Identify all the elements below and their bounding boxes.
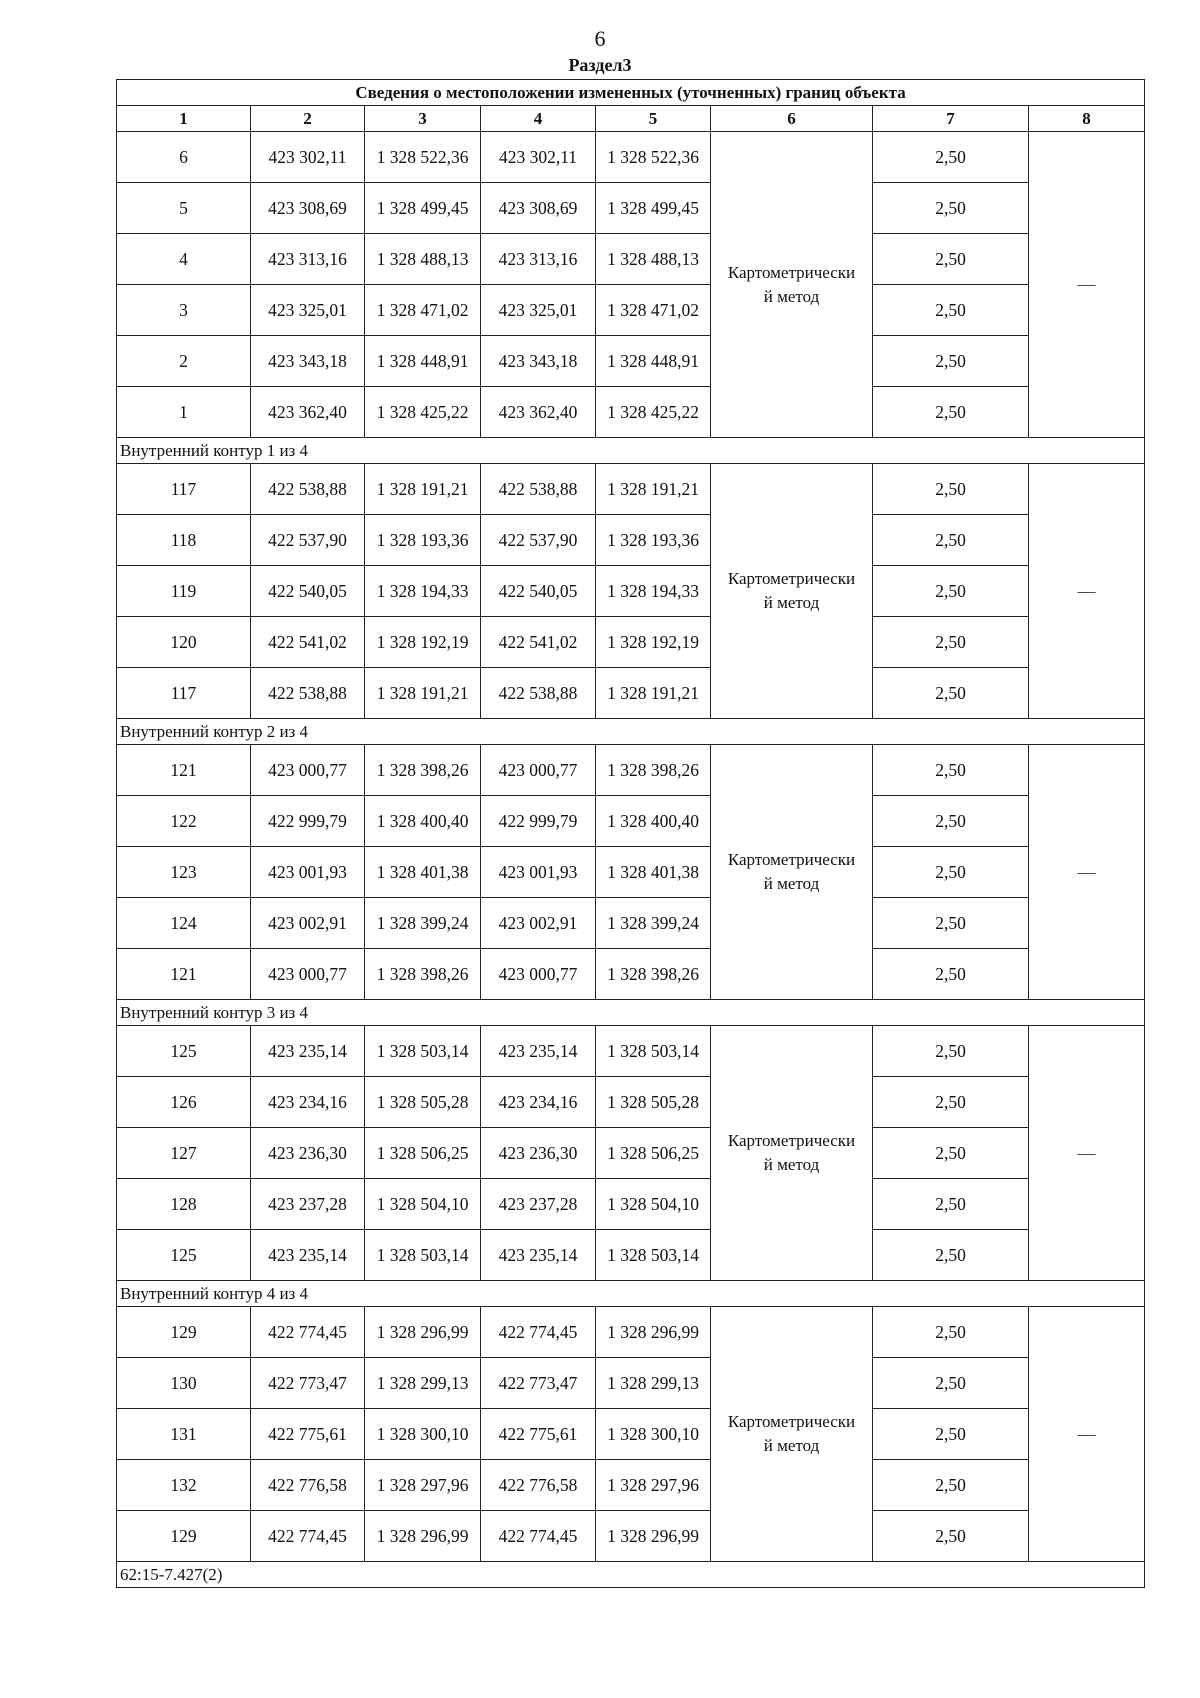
cell-col-4: 423 002,91 (481, 898, 596, 949)
cell-col-4: 423 000,77 (481, 745, 596, 796)
cell-col-1: 3 (117, 285, 251, 336)
table-row (117, 1409, 1145, 1460)
column-header: 2 (251, 106, 365, 132)
cell-col-2: 423 313,16 (251, 234, 365, 285)
column-number-row (117, 106, 1145, 132)
table-row (117, 1230, 1145, 1281)
cell-col-4: 422 775,61 (481, 1409, 596, 1460)
cell-col-4: 423 313,16 (481, 234, 596, 285)
cell-col-5: 1 328 191,21 (596, 464, 711, 515)
cell-col-4: 423 362,40 (481, 387, 596, 438)
table-row (117, 1460, 1145, 1511)
cell-col-3: 1 328 299,13 (365, 1358, 481, 1409)
cell-col-5: 1 328 401,38 (596, 847, 711, 898)
cell-col-5: 1 328 194,33 (596, 566, 711, 617)
contour-label: Внутренний контур 2 из 4 (117, 719, 1145, 745)
table-row (117, 336, 1145, 387)
cell-col-3: 1 328 191,21 (365, 668, 481, 719)
contour-label-row (117, 1281, 1145, 1307)
table-row (117, 234, 1145, 285)
cell-col-2: 422 774,45 (251, 1511, 365, 1562)
cell-col-4: 423 235,14 (481, 1026, 596, 1077)
mark-cell: — (1029, 132, 1145, 438)
column-header: 7 (873, 106, 1029, 132)
cell-col-3: 1 328 191,21 (365, 464, 481, 515)
mark-cell: — (1029, 1026, 1145, 1281)
method-text: й метод (763, 1155, 820, 1174)
cell-col-3: 1 328 300,10 (365, 1409, 481, 1460)
mark-cell: — (1029, 464, 1145, 719)
contour-label-row (117, 719, 1145, 745)
contour-label: Внутренний контур 3 из 4 (117, 1000, 1145, 1026)
method-cell (711, 464, 873, 719)
cell-col-2: 422 775,61 (251, 1409, 365, 1460)
column-header: 4 (481, 106, 596, 132)
cell-col-4: 423 234,16 (481, 1077, 596, 1128)
method-text: Картометрически (727, 1412, 856, 1431)
table-row (117, 1128, 1145, 1179)
table-row (117, 515, 1145, 566)
cell-col-1: 129 (117, 1511, 251, 1562)
cell-col-1: 128 (117, 1179, 251, 1230)
cell-col-7: 2,50 (873, 1511, 1029, 1562)
cell-col-3: 1 328 193,36 (365, 515, 481, 566)
mark-cell: — (1029, 1307, 1145, 1562)
cell-col-4: 423 237,28 (481, 1179, 596, 1230)
cell-col-2: 423 325,01 (251, 285, 365, 336)
cell-col-3: 1 328 505,28 (365, 1077, 481, 1128)
cell-col-4: 423 325,01 (481, 285, 596, 336)
cell-col-5: 1 328 192,19 (596, 617, 711, 668)
cell-col-3: 1 328 194,33 (365, 566, 481, 617)
cell-col-2: 422 538,88 (251, 668, 365, 719)
cell-col-5: 1 328 399,24 (596, 898, 711, 949)
cell-col-1: 130 (117, 1358, 251, 1409)
cell-col-2: 423 237,28 (251, 1179, 365, 1230)
table-row (117, 387, 1145, 438)
cell-col-4: 422 538,88 (481, 464, 596, 515)
cell-col-7: 2,50 (873, 745, 1029, 796)
cell-col-5: 1 328 488,13 (596, 234, 711, 285)
cell-col-3: 1 328 503,14 (365, 1026, 481, 1077)
table-row (117, 285, 1145, 336)
cell-col-7: 2,50 (873, 796, 1029, 847)
cell-col-5: 1 328 296,99 (596, 1307, 711, 1358)
method-cell (711, 132, 873, 438)
table-row (117, 183, 1145, 234)
table-row (117, 1511, 1145, 1562)
method-text: й метод (763, 593, 820, 612)
cell-col-1: 126 (117, 1077, 251, 1128)
contour-label: Внутренний контур 1 из 4 (117, 438, 1145, 464)
cell-col-4: 423 000,77 (481, 949, 596, 1000)
cell-col-7: 2,50 (873, 1307, 1029, 1358)
cell-col-2: 423 001,93 (251, 847, 365, 898)
contour-label: Внутренний контур 4 из 4 (117, 1281, 1145, 1307)
cell-col-3: 1 328 504,10 (365, 1179, 481, 1230)
cell-col-3: 1 328 398,26 (365, 745, 481, 796)
cell-col-4: 422 538,88 (481, 668, 596, 719)
contour-label-row (117, 438, 1145, 464)
cell-col-2: 423 343,18 (251, 336, 365, 387)
cell-col-4: 422 774,45 (481, 1307, 596, 1358)
cell-col-7: 2,50 (873, 1409, 1029, 1460)
column-header: 5 (596, 106, 711, 132)
method-cell (711, 1026, 873, 1281)
method-text: Картометрически (727, 569, 856, 588)
cell-col-5: 1 328 506,25 (596, 1128, 711, 1179)
cell-col-7: 2,50 (873, 285, 1029, 336)
cell-col-5: 1 328 503,14 (596, 1230, 711, 1281)
cell-col-4: 422 541,02 (481, 617, 596, 668)
cell-col-7: 2,50 (873, 949, 1029, 1000)
cell-col-7: 2,50 (873, 566, 1029, 617)
cell-col-7: 2,50 (873, 183, 1029, 234)
cell-col-1: 122 (117, 796, 251, 847)
cell-col-5: 1 328 425,22 (596, 387, 711, 438)
table-row (117, 847, 1145, 898)
cell-col-4: 423 343,18 (481, 336, 596, 387)
cell-col-3: 1 328 297,96 (365, 1460, 481, 1511)
table-row (117, 745, 1145, 796)
cell-col-2: 422 999,79 (251, 796, 365, 847)
cell-col-2: 423 235,14 (251, 1230, 365, 1281)
cell-col-1: 5 (117, 183, 251, 234)
column-header: 1 (117, 106, 251, 132)
cell-col-7: 2,50 (873, 847, 1029, 898)
cell-col-5: 1 328 398,26 (596, 949, 711, 1000)
table-row (117, 949, 1145, 1000)
cell-col-5: 1 328 448,91 (596, 336, 711, 387)
cell-col-1: 125 (117, 1026, 251, 1077)
mark-cell: — (1029, 745, 1145, 1000)
cell-col-3: 1 328 399,24 (365, 898, 481, 949)
cell-col-3: 1 328 471,02 (365, 285, 481, 336)
page-number: 6 (594, 26, 606, 51)
cell-col-4: 423 001,93 (481, 847, 596, 898)
cell-col-7: 2,50 (873, 336, 1029, 387)
cell-col-5: 1 328 503,14 (596, 1026, 711, 1077)
cell-col-1: 120 (117, 617, 251, 668)
cell-col-3: 1 328 448,91 (365, 336, 481, 387)
cell-col-1: 123 (117, 847, 251, 898)
column-header: 8 (1029, 106, 1145, 132)
cell-col-7: 2,50 (873, 1179, 1029, 1230)
table-caption: Сведения о местоположении измененных (уточненных) границ объекта (117, 80, 1145, 106)
cell-col-2: 423 236,30 (251, 1128, 365, 1179)
cell-col-1: 6 (117, 132, 251, 183)
boundary-coordinates-table (116, 79, 1145, 1588)
cell-col-1: 132 (117, 1460, 251, 1511)
cell-col-5: 1 328 398,26 (596, 745, 711, 796)
cell-col-2: 422 537,90 (251, 515, 365, 566)
cell-col-3: 1 328 192,19 (365, 617, 481, 668)
cell-col-2: 423 362,40 (251, 387, 365, 438)
cell-col-3: 1 328 401,38 (365, 847, 481, 898)
cell-col-7: 2,50 (873, 132, 1029, 183)
cell-col-2: 422 540,05 (251, 566, 365, 617)
cell-col-1: 125 (117, 1230, 251, 1281)
cell-col-2: 423 308,69 (251, 183, 365, 234)
cell-col-1: 127 (117, 1128, 251, 1179)
table-row (117, 1358, 1145, 1409)
cell-col-3: 1 328 522,36 (365, 132, 481, 183)
cell-col-5: 1 328 471,02 (596, 285, 711, 336)
table-footer-row (117, 1562, 1145, 1588)
cell-col-1: 2 (117, 336, 251, 387)
cell-col-3: 1 328 296,99 (365, 1511, 481, 1562)
method-text: Картометрически (727, 262, 856, 282)
cell-col-7: 2,50 (873, 668, 1029, 719)
column-header: 3 (365, 106, 481, 132)
cell-col-5: 1 328 522,36 (596, 132, 711, 183)
cell-col-3: 1 328 398,26 (365, 949, 481, 1000)
cell-col-4: 422 773,47 (481, 1358, 596, 1409)
cell-col-5: 1 328 400,40 (596, 796, 711, 847)
table-row (117, 898, 1145, 949)
table-row (117, 1179, 1145, 1230)
table-row (117, 566, 1145, 617)
cell-col-2: 422 538,88 (251, 464, 365, 515)
cell-col-2: 422 541,02 (251, 617, 365, 668)
method-text: Картометрически (727, 1131, 856, 1150)
cell-col-5: 1 328 505,28 (596, 1077, 711, 1128)
cell-col-5: 1 328 499,45 (596, 183, 711, 234)
cell-col-1: 118 (117, 515, 251, 566)
cell-col-4: 422 999,79 (481, 796, 596, 847)
cell-col-2: 423 235,14 (251, 1026, 365, 1077)
cell-col-4: 422 540,05 (481, 566, 596, 617)
cell-col-4: 423 235,14 (481, 1230, 596, 1281)
method-text: й метод (763, 1436, 820, 1455)
cell-col-3: 1 328 400,40 (365, 796, 481, 847)
cell-col-4: 422 776,58 (481, 1460, 596, 1511)
cell-col-7: 2,50 (873, 617, 1029, 668)
table-caption-row (117, 80, 1145, 106)
cell-col-3: 1 328 488,13 (365, 234, 481, 285)
cell-col-2: 423 234,16 (251, 1077, 365, 1128)
method-text: й метод (763, 874, 820, 893)
cell-col-7: 2,50 (873, 1230, 1029, 1281)
cell-col-2: 423 000,77 (251, 949, 365, 1000)
cell-col-3: 1 328 425,22 (365, 387, 481, 438)
cell-col-5: 1 328 299,13 (596, 1358, 711, 1409)
cell-col-2: 423 002,91 (251, 898, 365, 949)
cell-col-2: 422 774,45 (251, 1307, 365, 1358)
table-row (117, 668, 1145, 719)
cell-col-7: 2,50 (873, 1077, 1029, 1128)
cell-col-4: 423 308,69 (481, 183, 596, 234)
method-text: й метод (763, 286, 820, 306)
cell-col-4: 422 537,90 (481, 515, 596, 566)
cell-col-4: 423 236,30 (481, 1128, 596, 1179)
cell-col-2: 423 000,77 (251, 745, 365, 796)
cell-col-3: 1 328 503,14 (365, 1230, 481, 1281)
cell-col-7: 2,50 (873, 1460, 1029, 1511)
cell-col-1: 121 (117, 949, 251, 1000)
cell-col-5: 1 328 300,10 (596, 1409, 711, 1460)
cell-col-1: 131 (117, 1409, 251, 1460)
table-row (117, 132, 1145, 183)
table-row (117, 1077, 1145, 1128)
cell-col-1: 129 (117, 1307, 251, 1358)
cell-col-7: 2,50 (873, 1128, 1029, 1179)
table-row (117, 796, 1145, 847)
cell-col-5: 1 328 296,99 (596, 1511, 711, 1562)
cell-col-1: 4 (117, 234, 251, 285)
cadastral-number: 62:15-7.427(2) (117, 1562, 1145, 1588)
cell-col-1: 117 (117, 668, 251, 719)
cell-col-7: 2,50 (873, 234, 1029, 285)
method-cell (711, 1307, 873, 1562)
cell-col-3: 1 328 296,99 (365, 1307, 481, 1358)
cell-col-5: 1 328 191,21 (596, 668, 711, 719)
table-row (117, 1307, 1145, 1358)
cell-col-3: 1 328 506,25 (365, 1128, 481, 1179)
cell-col-4: 422 774,45 (481, 1511, 596, 1562)
cell-col-5: 1 328 297,96 (596, 1460, 711, 1511)
cell-col-2: 422 776,58 (251, 1460, 365, 1511)
cell-col-1: 1 (117, 387, 251, 438)
cell-col-7: 2,50 (873, 464, 1029, 515)
cell-col-1: 119 (117, 566, 251, 617)
cell-col-7: 2,50 (873, 898, 1029, 949)
cell-col-5: 1 328 504,10 (596, 1179, 711, 1230)
cell-col-2: 423 302,11 (251, 132, 365, 183)
table-row (117, 1026, 1145, 1077)
table-row (117, 464, 1145, 515)
cell-col-7: 2,50 (873, 1026, 1029, 1077)
contour-label-row (117, 1000, 1145, 1026)
cell-col-1: 124 (117, 898, 251, 949)
column-header: 6 (711, 106, 873, 132)
cell-col-7: 2,50 (873, 515, 1029, 566)
cell-col-7: 2,50 (873, 387, 1029, 438)
cell-col-1: 121 (117, 745, 251, 796)
cell-col-2: 422 773,47 (251, 1358, 365, 1409)
cell-col-7: 2,50 (873, 1358, 1029, 1409)
method-text: Картометрически (727, 850, 856, 869)
cell-col-3: 1 328 499,45 (365, 183, 481, 234)
cell-col-1: 117 (117, 464, 251, 515)
table-row (117, 617, 1145, 668)
cell-col-4: 423 302,11 (481, 132, 596, 183)
method-cell (711, 745, 873, 1000)
cell-col-5: 1 328 193,36 (596, 515, 711, 566)
section-title: Раздел3 (568, 55, 632, 75)
